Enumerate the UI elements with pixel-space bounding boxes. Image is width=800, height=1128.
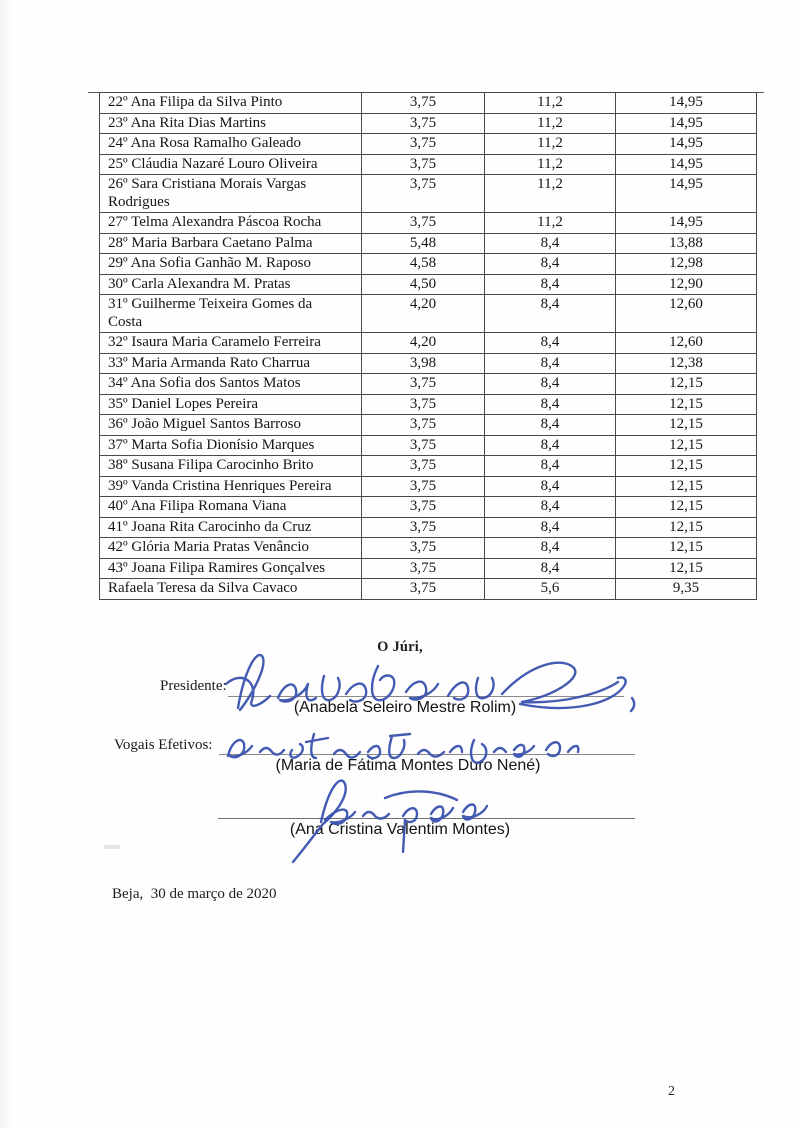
score1-cell: 3,75: [362, 558, 485, 579]
score2-cell: 11,2: [485, 175, 616, 213]
vogal1-name-caption: (Maria de Fátima Montes Duro Nené): [275, 757, 541, 774]
score2-cell: 11,2: [485, 134, 616, 155]
table-row: [100, 415, 757, 436]
jury-heading: O Júri,: [377, 639, 423, 655]
total-cell: 12,15: [616, 538, 757, 559]
table-row: [100, 213, 757, 234]
table-row: [100, 394, 757, 415]
total-cell: 14,95: [616, 134, 757, 155]
table-row: [100, 497, 757, 518]
score1-cell: 3,75: [362, 435, 485, 456]
score2-cell: 8,4: [485, 497, 616, 518]
score2-cell: 11,2: [485, 213, 616, 234]
total-cell: 12,15: [616, 374, 757, 395]
vogais-label: Vogais Efetivos:: [114, 737, 213, 753]
score1-cell: 3,75: [362, 134, 485, 155]
table-row: [100, 333, 757, 354]
candidate-name-cell: 24º Ana Rosa Ramalho Galeado: [100, 134, 362, 155]
table-row: [100, 374, 757, 395]
results-table: [99, 92, 757, 600]
candidate-name-cell: [100, 295, 362, 333]
total-cell: 12,15: [616, 415, 757, 436]
candidate-name-cell: 35º Daniel Lopes Pereira: [100, 394, 362, 415]
total-cell: 12,15: [616, 394, 757, 415]
table-row: [100, 476, 757, 497]
table-row: [100, 134, 757, 155]
president-label: Presidente:: [160, 678, 227, 694]
candidate-name-cell: 32º Isaura Maria Caramelo Ferreira: [100, 333, 362, 354]
page-number: 2: [668, 1084, 675, 1099]
total-cell: 12,15: [616, 497, 757, 518]
score2-cell: 11,2: [485, 113, 616, 134]
total-cell: 12,15: [616, 456, 757, 477]
candidate-name-cell: 25º Cláudia Nazaré Louro Oliveira: [100, 154, 362, 175]
candidate-name-cell: 34º Ana Sofia dos Santos Matos: [100, 374, 362, 395]
candidate-name-cell: [100, 175, 362, 213]
total-cell: 12,60: [616, 333, 757, 354]
candidate-name-cell: 37º Marta Sofia Dionísio Marques: [100, 435, 362, 456]
candidate-name-cell: 27º Telma Alexandra Páscoa Rocha: [100, 213, 362, 234]
score2-cell: 11,2: [485, 154, 616, 175]
candidate-name-cell: 36º João Miguel Santos Barroso: [100, 415, 362, 436]
score2-cell: 8,4: [485, 295, 616, 333]
table-row: [100, 295, 757, 333]
score1-cell: 3,75: [362, 175, 485, 213]
candidate-name-cell: Rafaela Teresa da Silva Cavaco: [100, 579, 362, 600]
table-row: [100, 274, 757, 295]
total-cell: 12,98: [616, 254, 757, 275]
score1-cell: 3,75: [362, 517, 485, 538]
table-row: [100, 233, 757, 254]
score1-cell: 4,20: [362, 333, 485, 354]
table-row: [100, 517, 757, 538]
total-cell: 14,95: [616, 154, 757, 175]
score2-cell: 8,4: [485, 353, 616, 374]
total-cell: 12,90: [616, 274, 757, 295]
table-row: [100, 579, 757, 600]
candidate-name-cell: 29º Ana Sofia Ganhão M. Raposo: [100, 254, 362, 275]
vogal2-name-caption: (Ana Cristina Valentim Montes): [289, 821, 511, 838]
score2-cell: 8,4: [485, 435, 616, 456]
score2-cell: 8,4: [485, 394, 616, 415]
score2-cell: 8,4: [485, 476, 616, 497]
total-cell: 14,95: [616, 93, 757, 114]
score2-cell: 5,6: [485, 579, 616, 600]
table-row: [100, 558, 757, 579]
total-cell: 14,95: [616, 213, 757, 234]
score2-cell: 8,4: [485, 415, 616, 436]
score1-cell: 4,20: [362, 295, 485, 333]
place-date: Beja, 30 de março de 2020: [112, 886, 277, 902]
total-cell: 12,60: [616, 295, 757, 333]
score2-cell: 8,4: [485, 538, 616, 559]
total-cell: 14,95: [616, 175, 757, 213]
candidate-name-line1: 26º Sara Cristiana Morais Vargas: [108, 176, 307, 192]
total-cell: 12,15: [616, 558, 757, 579]
score2-cell: 8,4: [485, 274, 616, 295]
total-cell: 14,95: [616, 113, 757, 134]
score1-cell: 3,75: [362, 538, 485, 559]
score1-cell: 3,75: [362, 374, 485, 395]
table-row: [100, 113, 757, 134]
candidate-name-cell: 38º Susana Filipa Carocinho Brito: [100, 456, 362, 477]
score2-cell: 8,4: [485, 374, 616, 395]
score1-cell: 4,50: [362, 274, 485, 295]
table-row: [100, 254, 757, 275]
candidate-name-cell: 33º Maria Armanda Rato Charrua: [100, 353, 362, 374]
vogal2-signature: [285, 772, 515, 864]
score1-cell: 3,75: [362, 213, 485, 234]
score1-cell: 4,58: [362, 254, 485, 275]
total-cell: 9,35: [616, 579, 757, 600]
table-row: [100, 538, 757, 559]
score1-cell: 3,75: [362, 113, 485, 134]
total-cell: 12,15: [616, 476, 757, 497]
total-cell: 12,15: [616, 517, 757, 538]
score2-cell: 8,4: [485, 558, 616, 579]
score2-cell: 11,2: [485, 93, 616, 114]
president-signature: [220, 642, 640, 727]
score2-cell: 8,4: [485, 254, 616, 275]
score2-cell: 8,4: [485, 333, 616, 354]
candidate-name-cell: 39º Vanda Cristina Henriques Pereira: [100, 476, 362, 497]
score1-cell: 3,75: [362, 93, 485, 114]
score2-cell: 8,4: [485, 456, 616, 477]
candidate-name-cell: 22º Ana Filipa da Silva Pinto: [100, 93, 362, 114]
vogal1-signature: [218, 726, 588, 768]
score1-cell: 3,75: [362, 497, 485, 518]
score1-cell: 3,75: [362, 154, 485, 175]
score1-cell: 3,75: [362, 476, 485, 497]
table-row: [100, 456, 757, 477]
score1-cell: 5,48: [362, 233, 485, 254]
total-cell: 13,88: [616, 233, 757, 254]
score1-cell: 3,75: [362, 394, 485, 415]
table-row: [100, 175, 757, 213]
score1-cell: 3,75: [362, 456, 485, 477]
table-row: [100, 435, 757, 456]
score2-cell: 8,4: [485, 233, 616, 254]
results-table-container: [99, 92, 757, 600]
total-cell: 12,38: [616, 353, 757, 374]
scan-artifact: [104, 845, 120, 849]
candidate-name-cell: 41º Joana Rita Carocinho da Cruz: [100, 517, 362, 538]
candidate-name-cell: 43º Joana Filipa Ramires Gonçalves: [100, 558, 362, 579]
candidate-name-cell: 40º Ana Filipa Romana Viana: [100, 497, 362, 518]
score2-cell: 8,4: [485, 517, 616, 538]
score1-cell: 3,75: [362, 579, 485, 600]
candidate-name-cell: 42º Glória Maria Pratas Venâncio: [100, 538, 362, 559]
candidate-name-line2: Costa: [108, 313, 143, 330]
table-row: [100, 353, 757, 374]
candidate-name-cell: 23º Ana Rita Dias Martins: [100, 113, 362, 134]
score1-cell: 3,75: [362, 415, 485, 436]
candidate-name-cell: 30º Carla Alexandra M. Pratas: [100, 274, 362, 295]
candidate-name-line2: Rodrigues: [108, 193, 170, 210]
president-name-caption: (Anabela Seleiro Mestre Rolim): [293, 699, 517, 716]
table-row: [100, 154, 757, 175]
candidate-name-line1: 31º Guilherme Teixeira Gomes da: [108, 296, 313, 312]
candidate-name-cell: 28º Maria Barbara Caetano Palma: [100, 233, 362, 254]
total-cell: 12,15: [616, 435, 757, 456]
score1-cell: 3,98: [362, 353, 485, 374]
table-row: [100, 93, 757, 114]
